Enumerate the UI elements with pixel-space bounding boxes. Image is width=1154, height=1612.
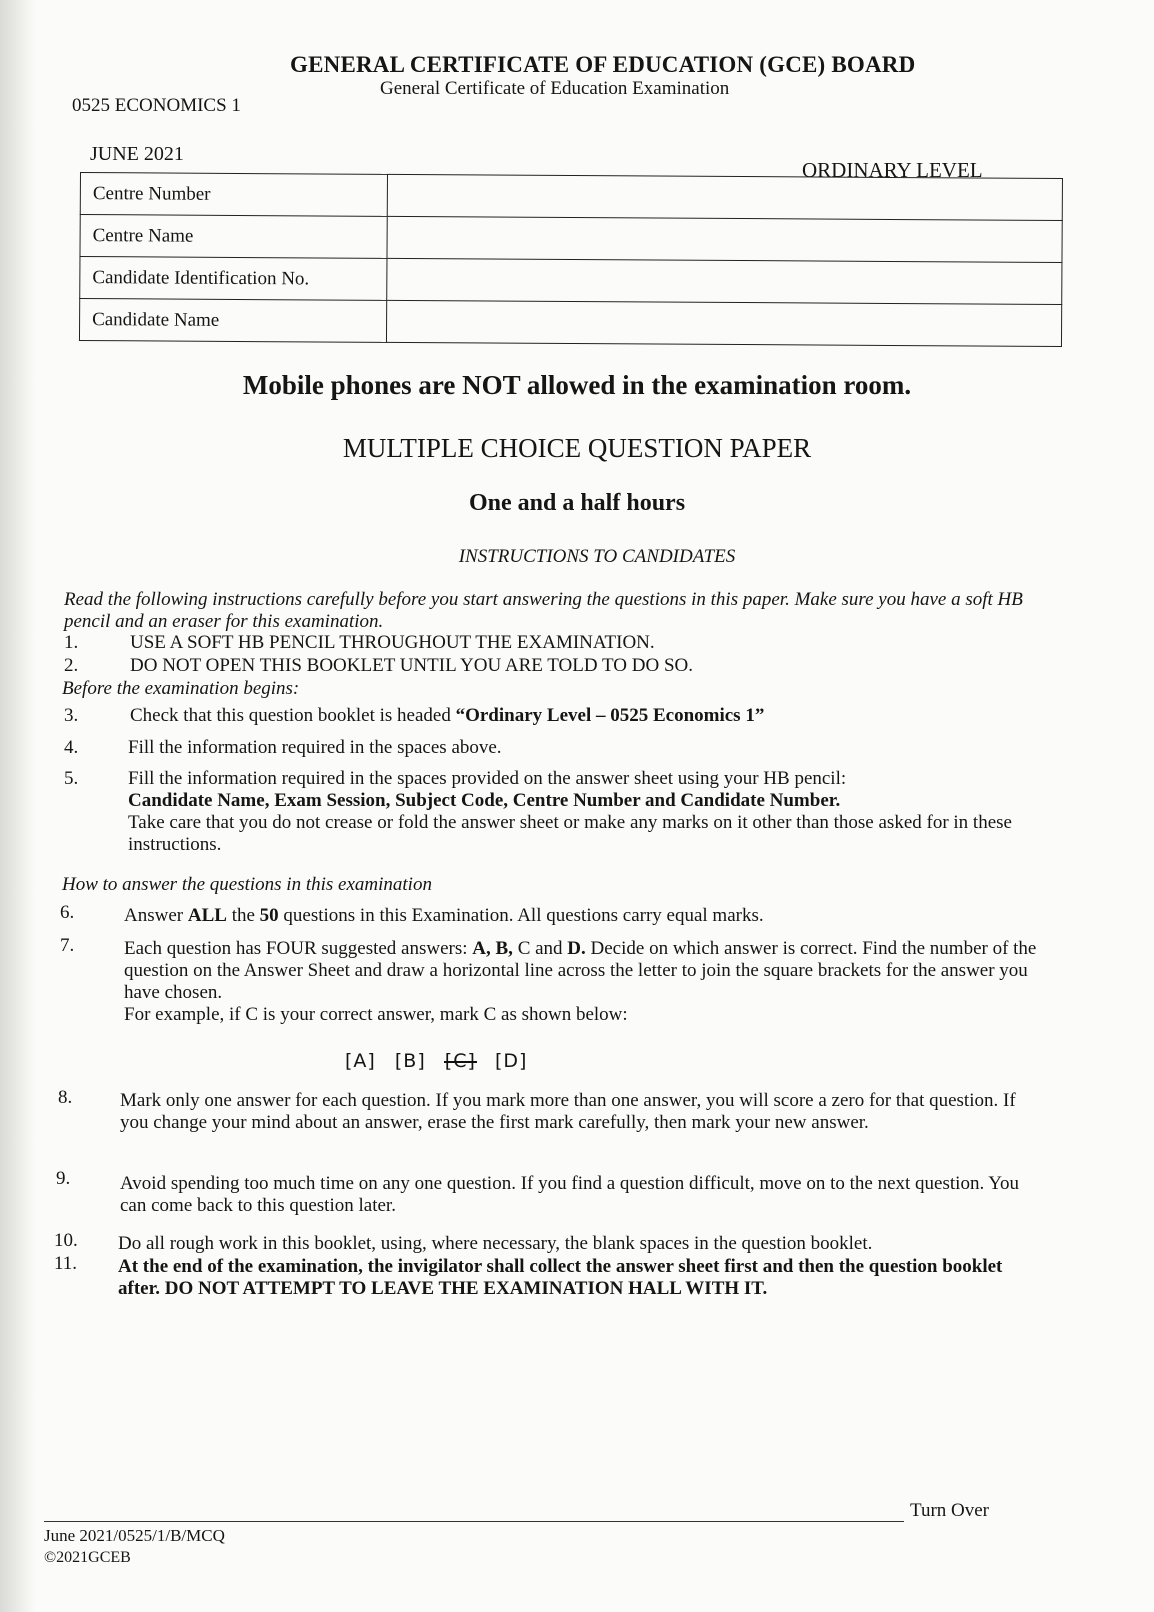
instruction-5-care: Take care that you do not crease or fold the answer sheet or make any marks on it other than those asked for in these instructions. — [128, 812, 1012, 855]
table-row — [80, 173, 1062, 221]
item-number: 2. — [64, 655, 79, 676]
instruction-6 — [124, 905, 764, 927]
board-title: GENERAL CERTIFICATE OF EDUCATION (GCE) BOARD — [290, 52, 916, 77]
instruction-7-options: D. — [567, 938, 586, 959]
item-number: 3. — [64, 705, 79, 726]
instruction-3 — [130, 705, 764, 727]
answer-example — [345, 1050, 539, 1072]
item-number: 8. — [58, 1087, 73, 1108]
instruction-6-text: the — [226, 905, 260, 926]
candidate-name-field[interactable] — [386, 300, 1061, 346]
paper-type: MULTIPLE CHOICE QUESTION PAPER — [342, 433, 812, 463]
instruction-6-text: questions in this Examination. All questions carry equal marks. — [278, 905, 764, 926]
instruction-6-count: 50 — [259, 905, 279, 926]
item-number: 9. — [56, 1168, 71, 1189]
instruction-1: USE A SOFT HB PENCIL THROUGHOUT THE EXAMINATION. — [130, 632, 655, 653]
item-number: 6. — [60, 902, 75, 923]
example-option-d: [D] — [494, 1050, 528, 1072]
footer-rule — [44, 1521, 904, 1522]
candidate-info-table — [79, 172, 1063, 347]
candidate-id-field[interactable] — [387, 258, 1062, 304]
instruction-2: DO NOT OPEN THIS BOOKLET UNTIL YOU ARE TOLD TO DO SO. — [130, 655, 693, 676]
example-option-c-marked: [C] — [444, 1050, 476, 1072]
instruction-5-fields: Candidate Name, Exam Session, Subject Code, Centre Number and Candidate Number. — [128, 790, 841, 811]
example-option-a: [A] — [345, 1050, 376, 1072]
board-subtitle: General Certificate of Education Examination — [380, 78, 730, 99]
before-exam-heading: Before the examination begins: — [62, 678, 300, 699]
centre-number-field[interactable] — [387, 174, 1062, 220]
centre-number-label: Centre Number — [80, 173, 387, 217]
instruction-9: Avoid spending too much time on any one question. If you find a question difficult, move on to the next question. You can come back to this question later. — [120, 1173, 1020, 1216]
table-row — [79, 299, 1061, 347]
instruction-7 — [124, 938, 1044, 1026]
centre-name-field[interactable] — [387, 216, 1062, 262]
item-number: 11. — [54, 1253, 78, 1274]
instruction-10: Do all rough work in this booklet, using, where necessary, the blank spaces in the question booklet. — [118, 1233, 873, 1254]
instruction-7-example-text: For example, if C is your correct answer, mark C as shown below: — [124, 1004, 628, 1025]
instruction-7-body — [124, 938, 1044, 1004]
instructions-intro: Read the following instructions carefully before you start answering the questions in this paper. Make sure you have a soft HB pencil and an eraser for this examination. — [64, 589, 1023, 632]
instruction-8: Mark only one answer for each question. If you mark more than one answer, you will score a zero for that question. If you change your mind about an answer, erase the first mark carefully, then mark your new answer. — [120, 1090, 1016, 1133]
instruction-3-heading: “Ordinary Level – 0525 Economics 1” — [455, 705, 765, 726]
paper-reference-code: June 2021/0525/1/B/MCQ — [44, 1526, 225, 1545]
item-number: 4. — [64, 737, 79, 758]
instruction-7-options: A, B, — [472, 938, 513, 959]
centre-name-label: Centre Name — [80, 215, 387, 259]
mobile-phone-notice: Mobile phones are NOT allowed in the examination room. — [242, 370, 912, 400]
candidate-name-label: Candidate Name — [79, 299, 386, 343]
table-row — [80, 257, 1062, 305]
item-number: 1. — [64, 632, 79, 653]
candidate-id-label: Candidate Identification No. — [80, 257, 387, 301]
exam-level: ORDINARY LEVEL — [802, 158, 983, 182]
exam-session: JUNE 2021 — [90, 143, 184, 165]
item-number: 5. — [64, 768, 79, 789]
instruction-7-text: Decide on which answer is correct. Find the number of the question on the Answer Sheet and draw a horizontal line across the letter to join the square brackets for the answer you have chosen. — [124, 938, 1037, 1003]
instruction-7-text: C and — [512, 938, 568, 959]
example-option-b: [B] — [394, 1050, 426, 1072]
item-number: 7. — [60, 935, 75, 956]
copyright: ©2021GCEB — [44, 1549, 131, 1566]
turn-over: Turn Over — [910, 1500, 989, 1521]
item-number: 10. — [54, 1230, 78, 1251]
how-to-answer-heading: How to answer the questions in this examination — [62, 874, 432, 895]
instructions-heading: INSTRUCTIONS TO CANDIDATES — [458, 546, 736, 567]
instruction-4: Fill the information required in the spaces above. — [128, 737, 502, 758]
instruction-6-text: Answer — [124, 905, 188, 926]
instruction-5 — [128, 768, 1048, 856]
table-row — [80, 215, 1062, 263]
instruction-11: At the end of the examination, the invigilator shall collect the answer sheet first and then the question booklet after. DO NOT ATTEMPT TO LEAVE THE EXAMINATION HALL WITH IT. — [118, 1256, 1003, 1299]
subject-code: 0525 ECONOMICS 1 — [72, 95, 241, 116]
instruction-3-text: Check that this question booklet is headed — [130, 705, 456, 726]
instruction-7-text: Each question has FOUR suggested answers: — [124, 938, 473, 959]
scan-shadow — [0, 0, 36, 1612]
instruction-5-text: Fill the information required in the spaces provided on the answer sheet using your HB pencil: — [128, 768, 847, 789]
instruction-6-all: ALL — [187, 905, 227, 926]
exam-duration: One and a half hours — [468, 490, 686, 516]
